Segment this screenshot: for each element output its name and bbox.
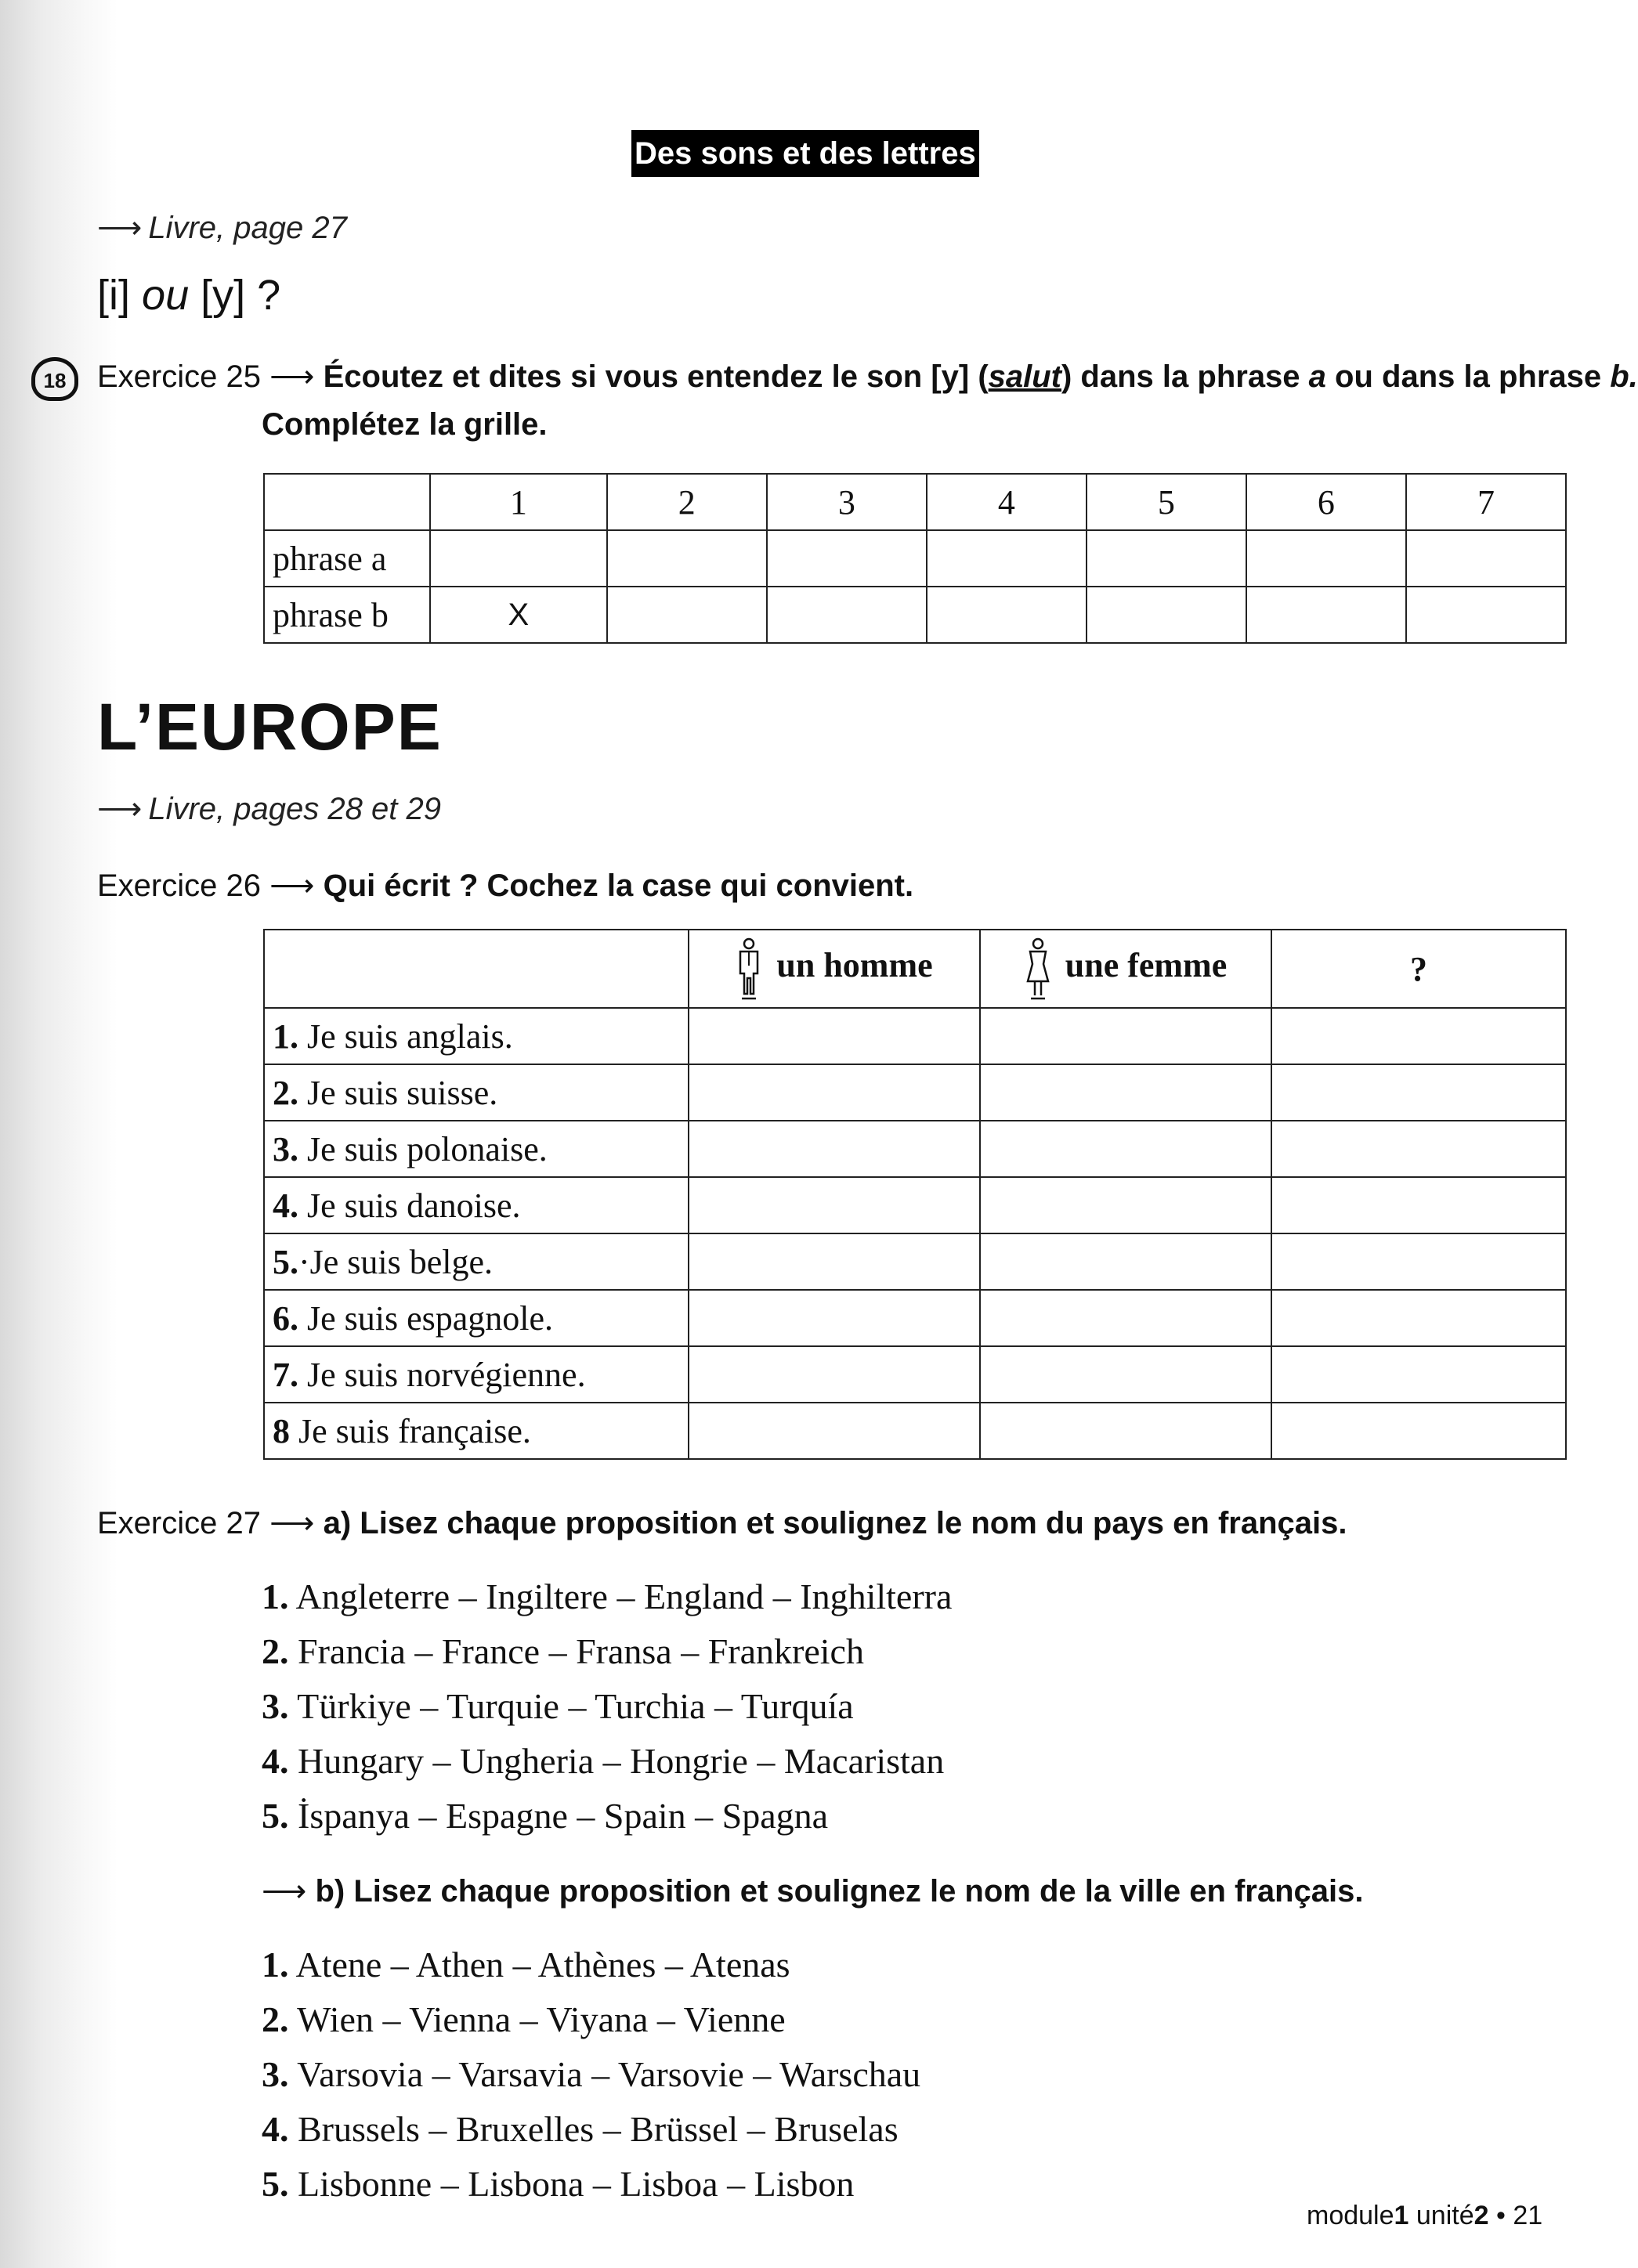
checkbox-cell-woman[interactable] bbox=[980, 1177, 1271, 1233]
item-text: Wien – Vienna – Viyana – Vienne bbox=[297, 1999, 786, 2039]
checkbox-cell-man[interactable] bbox=[689, 1121, 980, 1177]
checkbox-cell-unknown[interactable] bbox=[1271, 1346, 1566, 1403]
header-woman bbox=[980, 930, 1271, 1008]
row-text: Je suis anglais. bbox=[307, 1017, 513, 1056]
section-banner: Des sons et des lettres bbox=[631, 130, 979, 177]
checkbox-cell-man[interactable] bbox=[689, 1177, 980, 1233]
list-item bbox=[262, 1795, 828, 1836]
grid-cell[interactable] bbox=[607, 530, 767, 587]
sound-i: [i] bbox=[97, 272, 131, 319]
module-number: 1 bbox=[1394, 2201, 1409, 2230]
instruction-a: a bbox=[1308, 359, 1326, 394]
item-number: 2. bbox=[262, 1999, 289, 2039]
item-text: İspanya – Espagne – Spain – Spagna bbox=[298, 1796, 829, 1836]
row-text: ·Je suis belge. bbox=[298, 1242, 494, 1281]
row-text: Je suis française. bbox=[298, 1411, 531, 1450]
row-number: 1. bbox=[273, 1017, 298, 1056]
item-number: 4. bbox=[262, 2109, 289, 2149]
checkbox-cell-unknown[interactable] bbox=[1271, 1008, 1566, 1064]
book-reference bbox=[97, 791, 441, 827]
sound-title bbox=[97, 271, 280, 320]
item-text: Angleterre – Ingiltere – England – Inghilterra bbox=[295, 1576, 953, 1616]
table-row bbox=[264, 1233, 1566, 1290]
grid-col-header: 3 bbox=[767, 474, 927, 530]
instruction-text: Qui écrit ? Cochez la case qui convient. bbox=[323, 869, 914, 903]
checkbox-cell-unknown[interactable] bbox=[1271, 1233, 1566, 1290]
grid-cell[interactable] bbox=[927, 530, 1087, 587]
list-item bbox=[262, 1740, 944, 1782]
sentence-cell bbox=[264, 1121, 689, 1177]
table-row bbox=[264, 1346, 1566, 1403]
row-number: 3. bbox=[273, 1129, 298, 1168]
checkbox-cell-man[interactable] bbox=[689, 1233, 980, 1290]
grid-header-row bbox=[264, 474, 1566, 530]
item-text: Francia – France – Fransa – Frankreich bbox=[298, 1631, 864, 1671]
sentence-cell bbox=[264, 1233, 689, 1290]
list-item bbox=[262, 2108, 899, 2150]
checkbox-cell-woman[interactable] bbox=[980, 1346, 1271, 1403]
exercise-25-instruction-line2 bbox=[262, 407, 548, 442]
grid-cell[interactable] bbox=[607, 587, 767, 643]
grid-cell[interactable] bbox=[767, 587, 927, 643]
grid-cell[interactable] bbox=[1406, 530, 1566, 587]
header-unknown: ? bbox=[1271, 930, 1566, 1008]
list-item bbox=[262, 1944, 790, 1985]
footer-bullet: • bbox=[1496, 2201, 1506, 2230]
checkbox-cell-woman[interactable] bbox=[980, 1064, 1271, 1121]
exercise-26-instruction bbox=[97, 868, 913, 904]
header-man-label: un homme bbox=[776, 946, 933, 985]
instruction-text: a) Lisez chaque proposition et soulignez le nom du pays en français. bbox=[323, 1506, 1347, 1540]
item-number: 3. bbox=[262, 2054, 289, 2094]
list-item bbox=[262, 1685, 854, 1727]
instruction-b: b. bbox=[1610, 359, 1638, 394]
grid-cell[interactable] bbox=[927, 587, 1087, 643]
list-item bbox=[262, 2163, 854, 2205]
checkbox-cell-woman[interactable] bbox=[980, 1403, 1271, 1459]
grid-row-label: phrase a bbox=[264, 530, 430, 587]
checkbox-cell-unknown[interactable] bbox=[1271, 1290, 1566, 1346]
module-word: module bbox=[1307, 2201, 1394, 2230]
row-text: Je suis suisse. bbox=[307, 1073, 498, 1112]
scan-shadow bbox=[0, 0, 118, 2268]
arrow-icon: ⟶ bbox=[97, 792, 143, 826]
grid-col-header: 2 bbox=[607, 474, 767, 530]
checkbox-cell-man[interactable] bbox=[689, 1290, 980, 1346]
checkbox-cell-unknown[interactable] bbox=[1271, 1403, 1566, 1459]
who-writes-table bbox=[263, 929, 1567, 1460]
item-text: Varsovia – Varsavia – Varsovie – Warschau bbox=[297, 2054, 921, 2094]
checkbox-cell-woman[interactable] bbox=[980, 1233, 1271, 1290]
item-number: 1. bbox=[262, 1576, 289, 1616]
item-text: Lisbonne – Lisbona – Lisboa – Lisbon bbox=[298, 2164, 855, 2204]
grid-cell[interactable] bbox=[1087, 587, 1246, 643]
exercise-label: Exercice 26 bbox=[97, 869, 261, 903]
row-text: Je suis espagnole. bbox=[307, 1298, 554, 1338]
instruction-part: ou dans la phrase bbox=[1325, 359, 1611, 394]
exercise-27b-instruction bbox=[262, 1873, 1364, 1909]
sentence-cell bbox=[264, 1403, 689, 1459]
grid-row-label: phrase b bbox=[264, 587, 430, 643]
list-item bbox=[262, 1999, 786, 2040]
unit-number: 2 bbox=[1473, 2201, 1489, 2230]
sentence-cell bbox=[264, 1177, 689, 1233]
exercise-label: Exercice 25 bbox=[97, 359, 261, 394]
row-number: 5. bbox=[273, 1242, 298, 1281]
item-text: Hungary – Ungheria – Hongrie – Macaristan bbox=[298, 1741, 945, 1781]
grid-corner-cell bbox=[264, 474, 430, 530]
row-number: 4. bbox=[273, 1186, 298, 1225]
grid-cell[interactable] bbox=[1087, 530, 1246, 587]
book-reference-text: Livre, pages 28 et 29 bbox=[148, 792, 441, 826]
list-item bbox=[262, 1576, 952, 1617]
checkbox-cell-unknown[interactable] bbox=[1271, 1064, 1566, 1121]
unit-word: unité bbox=[1416, 2201, 1474, 2230]
grid-row bbox=[264, 530, 1566, 587]
sentence-cell bbox=[264, 1290, 689, 1346]
checkbox-cell-woman[interactable] bbox=[980, 1008, 1271, 1064]
table-row bbox=[264, 1121, 1566, 1177]
grid-row bbox=[264, 587, 1566, 643]
exercise-25-instruction bbox=[97, 359, 1638, 395]
checkbox-cell-man[interactable] bbox=[689, 1064, 980, 1121]
audio-track-icon[interactable]: 18 bbox=[31, 357, 78, 401]
grid-cell[interactable] bbox=[430, 530, 607, 587]
page-number: 21 bbox=[1513, 2201, 1543, 2230]
row-number: 6. bbox=[273, 1298, 298, 1338]
arrow-icon: ⟶ bbox=[269, 359, 315, 394]
item-text: Atene – Athen – Athènes – Atenas bbox=[295, 1945, 790, 1984]
header-man bbox=[689, 930, 980, 1008]
arrow-icon: ⟶ bbox=[269, 1506, 315, 1540]
checkbox-cell-man[interactable] bbox=[689, 1403, 980, 1459]
checkbox-cell-unknown[interactable] bbox=[1271, 1177, 1566, 1233]
arrow-icon: ⟶ bbox=[262, 1874, 307, 1909]
list-item bbox=[262, 1631, 864, 1672]
item-number: 3. bbox=[262, 1686, 289, 1726]
sentence-cell bbox=[264, 1008, 689, 1064]
checkbox-cell-woman[interactable] bbox=[980, 1121, 1271, 1177]
table-row bbox=[264, 1008, 1566, 1064]
instruction-text: Complétez la grille. bbox=[262, 407, 548, 442]
item-text: Brussels – Bruxelles – Brüssel – Bruselas bbox=[298, 2109, 899, 2149]
grid-col-header: 4 bbox=[927, 474, 1087, 530]
page-footer bbox=[1307, 2201, 1542, 2231]
sentence-cell bbox=[264, 1064, 689, 1121]
grid-cell[interactable] bbox=[1406, 587, 1566, 643]
instruction-part: ) dans la phrase bbox=[1061, 359, 1309, 394]
checkbox-cell-man[interactable] bbox=[689, 1008, 980, 1064]
arrow-icon: ⟶ bbox=[269, 869, 315, 903]
table-row bbox=[264, 1403, 1566, 1459]
row-number: 7. bbox=[273, 1355, 298, 1394]
table-row bbox=[264, 1177, 1566, 1233]
book-reference bbox=[97, 210, 347, 246]
item-number: 2. bbox=[262, 1631, 289, 1671]
item-number: 4. bbox=[262, 1741, 289, 1781]
grid-col-header: 7 bbox=[1406, 474, 1566, 530]
list-item bbox=[262, 2053, 920, 2095]
man-figure-icon bbox=[736, 937, 762, 1000]
header-woman-label: une femme bbox=[1065, 946, 1228, 985]
item-number: 5. bbox=[262, 1796, 289, 1836]
grid-col-header: 5 bbox=[1087, 474, 1246, 530]
grid-cell[interactable] bbox=[767, 530, 927, 587]
row-number: 2. bbox=[273, 1073, 298, 1112]
checkbox-cell-unknown[interactable] bbox=[1271, 1121, 1566, 1177]
checkbox-cell-woman[interactable] bbox=[980, 1290, 1271, 1346]
table-corner-cell bbox=[264, 930, 689, 1008]
grid-cell[interactable] bbox=[1246, 530, 1406, 587]
table-header-row bbox=[264, 930, 1566, 1008]
grid-cell-checked[interactable]: X bbox=[430, 587, 607, 643]
sound-grid bbox=[263, 473, 1567, 644]
sound-or: ou bbox=[142, 272, 190, 319]
row-text: Je suis polonaise. bbox=[307, 1129, 548, 1168]
table-row bbox=[264, 1064, 1566, 1121]
book-reference-text: Livre, page 27 bbox=[148, 211, 347, 245]
row-text: Je suis norvégienne. bbox=[307, 1355, 586, 1394]
exercise-27-instruction bbox=[97, 1505, 1347, 1541]
checkbox-cell-man[interactable] bbox=[689, 1346, 980, 1403]
instruction-keyword: salut bbox=[988, 359, 1061, 394]
sound-y: [y] ? bbox=[201, 272, 281, 319]
woman-figure-icon bbox=[1025, 937, 1051, 1000]
table-row bbox=[264, 1290, 1566, 1346]
grid-col-header: 6 bbox=[1246, 474, 1406, 530]
section-title: L’EUROPE bbox=[97, 690, 443, 764]
item-number: 1. bbox=[262, 1945, 289, 1984]
row-text: Je suis danoise. bbox=[307, 1186, 521, 1225]
grid-col-header: 1 bbox=[430, 474, 607, 530]
instruction-part: Écoutez et dites si vous entendez le son [y] ( bbox=[323, 359, 989, 394]
item-number: 5. bbox=[262, 2164, 289, 2204]
item-text: Türkiye – Turquie – Turchia – Turquía bbox=[297, 1686, 854, 1726]
arrow-icon: ⟶ bbox=[97, 211, 143, 245]
exercise-label: Exercice 27 bbox=[97, 1506, 261, 1540]
row-number: 8 bbox=[273, 1411, 290, 1450]
grid-cell[interactable] bbox=[1246, 587, 1406, 643]
sentence-cell bbox=[264, 1346, 689, 1403]
instruction-text: b) Lisez chaque proposition et soulignez le nom de la ville en français. bbox=[315, 1874, 1364, 1909]
